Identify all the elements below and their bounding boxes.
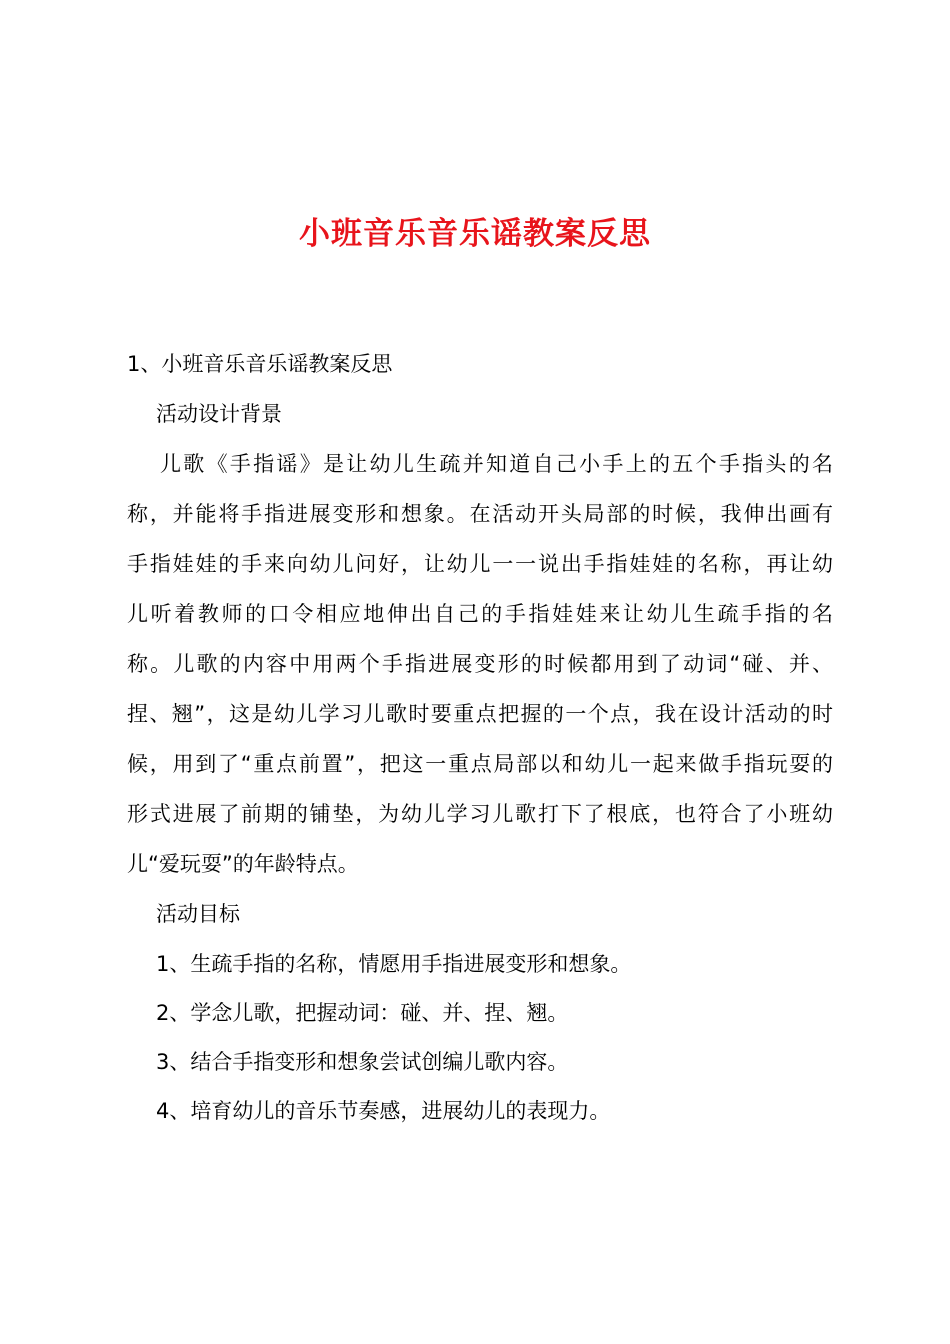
paragraph-line: 儿听着教师的口令相应地伸出自己的手指娃娃来让幼儿生疏手指的名: [127, 602, 833, 626]
goal-item: 2、学念儿歌，把握动词：碰、并、捏、翘。: [156, 1001, 569, 1025]
paragraph-line: 称。儿歌的内容中用两个手指进展变形的时候都用到了动词“碰、并、: [127, 652, 833, 676]
goal-item: 1、生疏手指的名称，情愿用手指进展变形和想象。: [156, 952, 632, 976]
goal-item: 3、结合手指变形和想象尝试创编儿歌内容。: [156, 1050, 569, 1074]
paragraph-line: 称，并能将手指进展变形和想象。在活动开头局部的时候，我伸出画有: [127, 502, 833, 526]
paragraph-line: 形式进展了前期的铺垫，为幼儿学习儿歌打下了根底，也符合了小班幼: [127, 802, 833, 826]
paragraph-line: 儿“爱玩耍”的年龄特点。: [127, 852, 359, 876]
goals-subheading: 活动目标: [156, 902, 240, 926]
section-heading: 1、小班音乐音乐谣教案反思: [127, 352, 393, 376]
paragraph-line: 候，用到了“重点前置”，把这一重点局部以和幼儿一起来做手指玩耍的: [127, 752, 833, 776]
paragraph-line: 捏、翘”，这是幼儿学习儿歌时要重点把握的一个点，我在设计活动的时: [127, 702, 833, 726]
paragraph-line: 手指娃娃的手来向幼儿问好，让幼儿一一说出手指娃娃的名称，再让幼: [127, 552, 833, 576]
paragraph-line: 儿歌《手指谣》是让幼儿生疏并知道自己小手上的五个手指头的名: [160, 452, 833, 476]
goal-item: 4、培育幼儿的音乐节奏感，进展幼儿的表现力。: [156, 1099, 611, 1123]
background-subheading: 活动设计背景: [156, 402, 282, 426]
document-title: 小班音乐音乐谣教案反思: [299, 216, 651, 252]
